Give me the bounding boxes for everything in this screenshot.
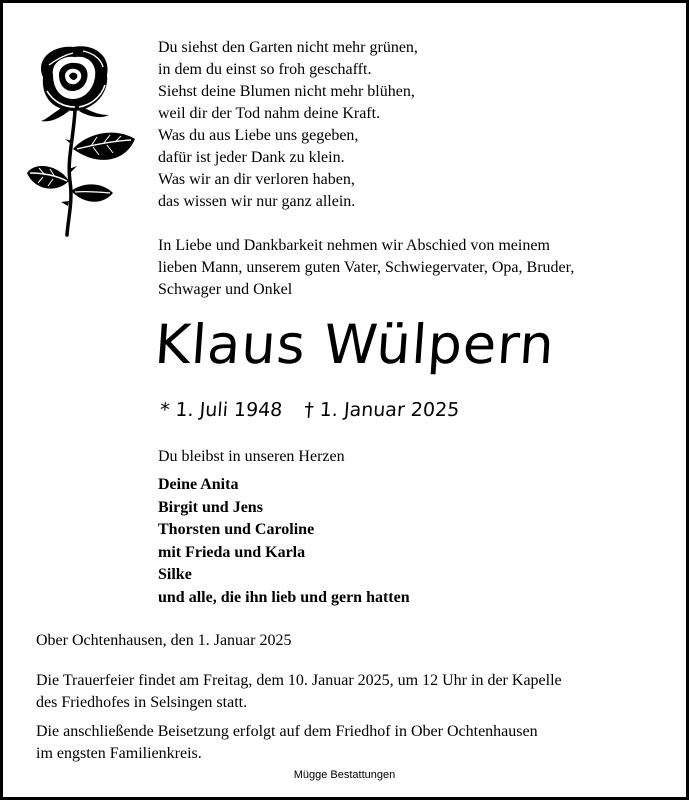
rose-icon	[23, 41, 141, 237]
poem-line: das wissen wir nur ganz allein.	[158, 193, 356, 210]
poem	[158, 37, 418, 213]
heart-line: Du bleibst in unseren Herzen	[158, 448, 345, 465]
poem-line: Siehst deine Blumen nicht mehr blühen,	[158, 83, 415, 100]
mourner-line: Birgit und Jens	[158, 498, 263, 516]
mourner-line: und alle, die ihn lieb und gern hatten	[158, 588, 410, 606]
poem-line: Du siehst den Garten nicht mehr grünen,	[158, 39, 418, 56]
intro-line: In Liebe und Dankbarkeit nehmen wir Abschied von meinem	[158, 237, 550, 254]
place-and-date: Ober Ochtenhausen, den 1. Januar 2025	[36, 632, 292, 649]
death-date: † 1. Januar 2025	[303, 399, 460, 421]
mourner-line: Deine Anita	[158, 476, 239, 493]
mourner-line: Thorsten und Caroline	[158, 521, 315, 538]
intro-line: Schwager und Onkel	[158, 281, 293, 298]
funeral-line: des Friedhofes in Selsingen statt.	[36, 694, 248, 711]
poem-line: Was wir an dir verloren haben,	[158, 171, 355, 188]
intro-line: lieben Mann, unserem guten Vater, Schwiegervater, Opa, Bruder,	[158, 259, 575, 276]
funeral-line: Die Trauerfeier findet am Freitag, dem 10. Januar 2025, um 12 Uhr in der Kapelle	[36, 672, 562, 689]
burial-line: im engsten Familienkreis.	[36, 745, 202, 762]
poem-line: in dem du einst so froh geschafft.	[158, 61, 372, 78]
poem-line: dafür ist jeder Dank zu klein.	[158, 149, 345, 166]
mourner-line: Silke	[158, 566, 192, 583]
deceased-name: Klaus Wülpern	[152, 313, 557, 376]
poem-line: weil dir der Tod nahm deine Kraft.	[158, 105, 381, 122]
birth-date: * 1. Juli 1948	[159, 399, 284, 421]
mourners-list	[158, 474, 410, 609]
undertaker-credit: Mügge Bestattungen	[293, 769, 396, 781]
farewell-intro	[158, 235, 574, 301]
mourner-line: mit Frieda und Karla	[158, 543, 306, 561]
burial-info	[36, 721, 538, 765]
burial-line: Die anschließende Beisetzung erfolgt auf dem Friedhof in Ober Ochtenhausen	[36, 723, 538, 740]
funeral-info	[36, 670, 562, 714]
poem-line: Was du aus Liebe uns gegeben,	[158, 127, 359, 144]
life-dates	[159, 397, 460, 423]
